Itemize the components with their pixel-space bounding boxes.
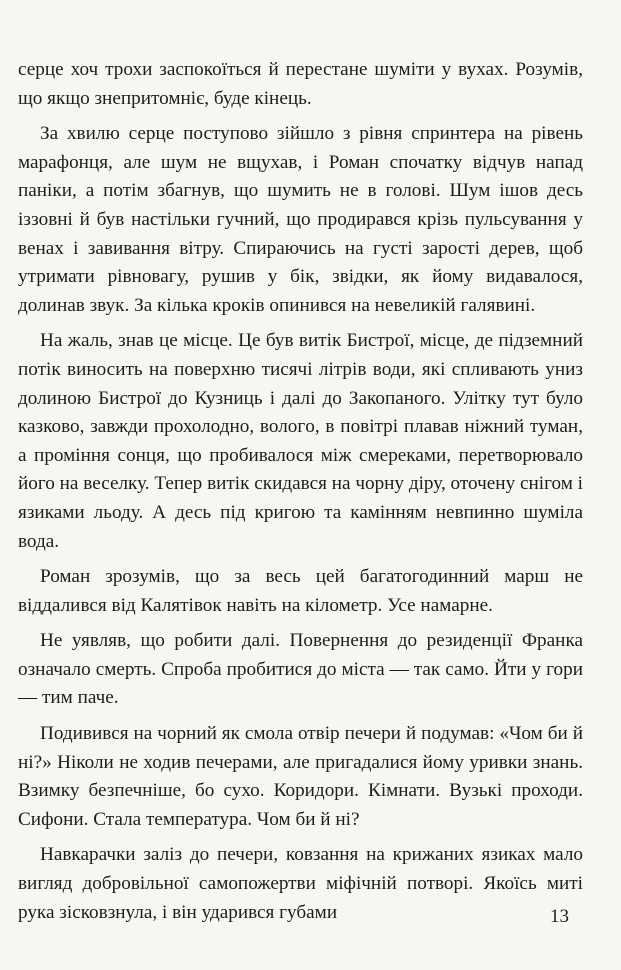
paragraph-2: За хвилю серце поступово зійшло з рівня спринтера на рівень марафонця, але шум не вщухав, і Роман спочатку відчув напад паніки, а потім збагнув, що шумить не в голові. Шум ішов десь іззовні й був настільки гучний, що продирався крізь пульсування у венах і завивання вітру. Спираючись на густі зарості дерев, щоб утримати рівновагу, рушив у бік, звідки, як йому видавалося, долинав звук. За кілька кроків опинився на невеликій галявині. [18,123,583,316]
page-number: 13 [550,906,569,927]
paragraph-7: Навкарачки заліз до печери, ковзання на крижаних язиках мало вигляд добровільної самопожертви міфічній потворі. Якоїсь миті рука зісковзнула, і він ударився губами [18,844,583,923]
paragraph-6: Подивився на чорний як смола отвір печери й подумав: «Чом би й ні?» Ніколи не ходив печерами, але пригадалися йому уривки знань. Взимку безпечніше, бо сухо. Коридори. Кімнати. Вузькі проходи. Сифони. Стала температура. Чом би й ні? [18,723,583,830]
paragraph-3: На жаль, знав це місце. Це був витік Бистрої, місце, де підземний потік виносить на поверхню тисячі літрів води, які спливають униз долиною Бистрої до Кузниць і далі до Закопаного. Улітку тут було казково, завжди прохолодно, вологo, в повітрі плавав ніжний туман, а проміння сонця, що пробивалося між смереками, перетворювало його на веселку. Тепер витік скидався на чорну діру, оточену снігом і язиками льоду. А десь під кригою та камінням невпинно шуміла вода. [18,330,583,552]
paragraph-5: Не уявляв, що робити далі. Повернення до резиденції Франка означало смерть. Спроба пробитися до міста — так само. Йти у гори — тим паче. [18,630,583,709]
paragraph-1: серце хоч трохи заспокоїться й перестане шуміти у вухах. Розумів, що якщо знепритомніє, буде кінець. [18,59,583,109]
body-text [18,56,583,934]
paragraph-4: Роман зрозумів, що за весь цей багатогодинний марш не віддалився від Калятівок навіть на кілометр. Усе намарне. [18,566,583,616]
